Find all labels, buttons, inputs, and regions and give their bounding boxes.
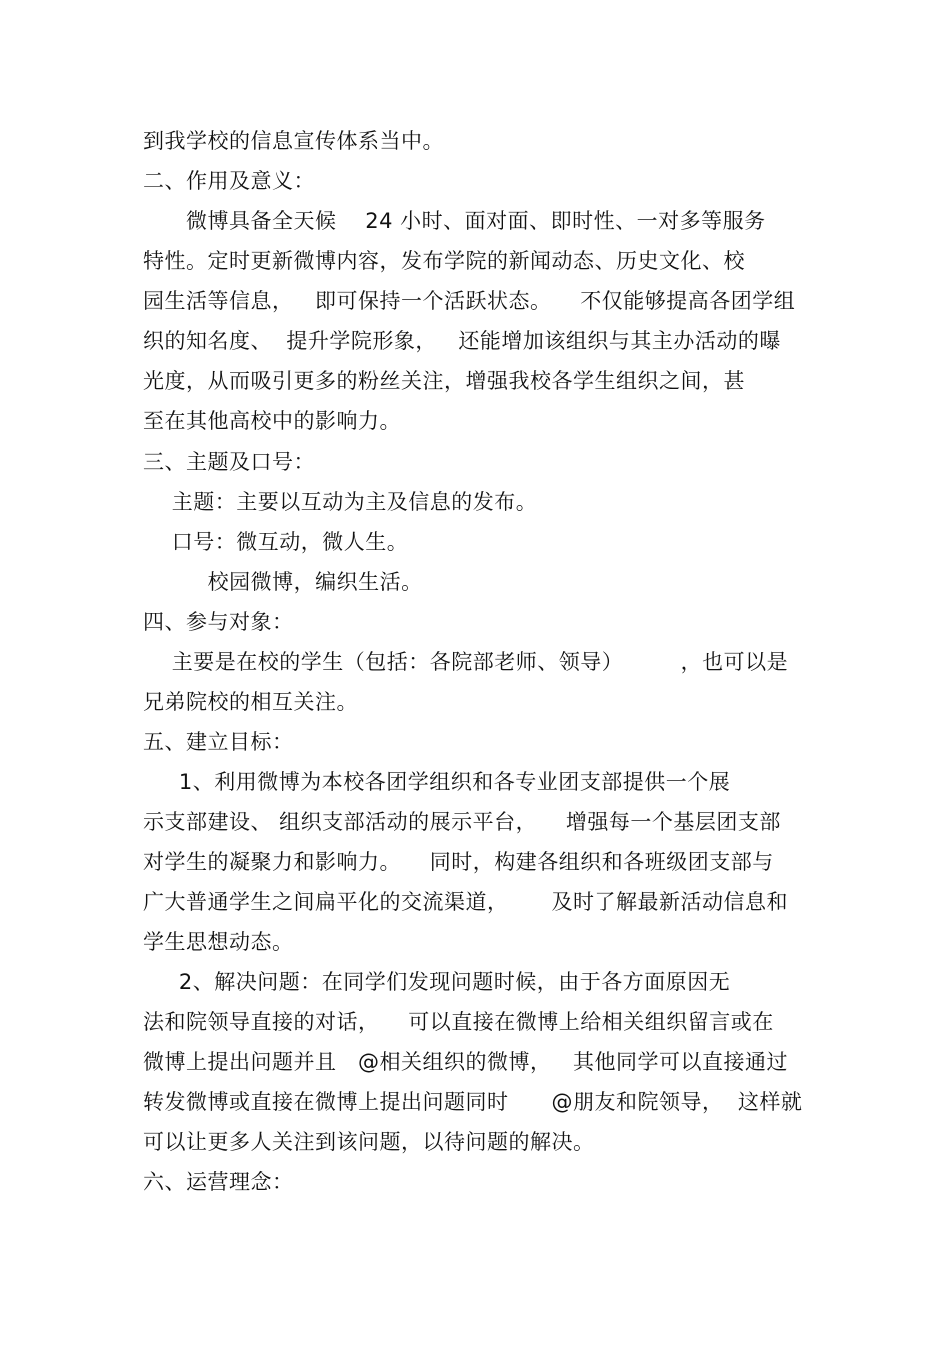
paragraph-line: 织的知名度、 提升学院形象， 还能增加该组织与其主办活动的曝: [143, 329, 781, 353]
section-heading: 三、主题及口号：: [143, 450, 315, 474]
paragraph-line: 法和院领导直接的对话， 可以直接在微博上给相关组织留言或在: [143, 1010, 774, 1034]
paragraph-line: 对学生的凝聚力和影响力。 同时，构建各组织和各班级团支部与: [143, 850, 774, 874]
paragraph-line: 广大普通学生之间扁平化的交流渠道， 及时了解最新活动信息和: [143, 890, 789, 914]
paragraph-line: 微博上提出问题并且 @相关组织的微博， 其他同学可以直接通过: [143, 1050, 789, 1074]
paragraph-line: 到我学校的信息宣传体系当中。: [143, 129, 444, 153]
paragraph-line: 转发微博或直接在微博上提出问题同时 @朋友和院领导， 这样就: [143, 1090, 803, 1114]
paragraph-line: 2、解决问题：在同学们发现问题时候，由于各方面原因无: [143, 970, 731, 994]
paragraph-line: 学生思想动态。: [143, 930, 294, 954]
paragraph-line: 1、利用微博为本校各团学组织和各专业团支部提供一个展: [143, 770, 731, 794]
paragraph-line: 特性。定时更新微博内容，发布学院的新闻动态、历史文化、校: [143, 249, 745, 273]
paragraph-line: 口号：微互动，微人生。: [143, 530, 409, 554]
paragraph-line: 可以让更多人关注到该问题，以待问题的解决。: [143, 1130, 595, 1154]
paragraph-line: 主要是在校的学生（包括：各院部老师、领导） ，也可以是: [143, 650, 789, 674]
paragraph-line: 示支部建设、 组织支部活动的展示平台， 增强每一个基层团支部: [143, 810, 781, 834]
paragraph-line: 校园微博，编织生活。: [143, 570, 423, 594]
paragraph-line: 兄弟院校的相互关注。: [143, 690, 358, 714]
paragraph-line: 园生活等信息， 即可保持一个活跃状态。 不仅能够提高各团学组: [143, 289, 796, 313]
paragraph-line: 微博具备全天候 24 小时、面对面、即时性、一对多等服务: [143, 209, 766, 233]
section-heading: 五、建立目标：: [143, 730, 294, 754]
paragraph-line: 主题：主要以互动为主及信息的发布。: [143, 490, 538, 514]
paragraph-line: 至在其他高校中的影响力。: [143, 409, 401, 433]
paragraph-line: 光度，从而吸引更多的粉丝关注，增强我校各学生组织之间，甚: [143, 369, 745, 393]
section-heading: 六、运营理念：: [143, 1170, 294, 1194]
section-heading: 二、作用及意义：: [143, 169, 315, 193]
section-heading: 四、参与对象：: [143, 610, 294, 634]
